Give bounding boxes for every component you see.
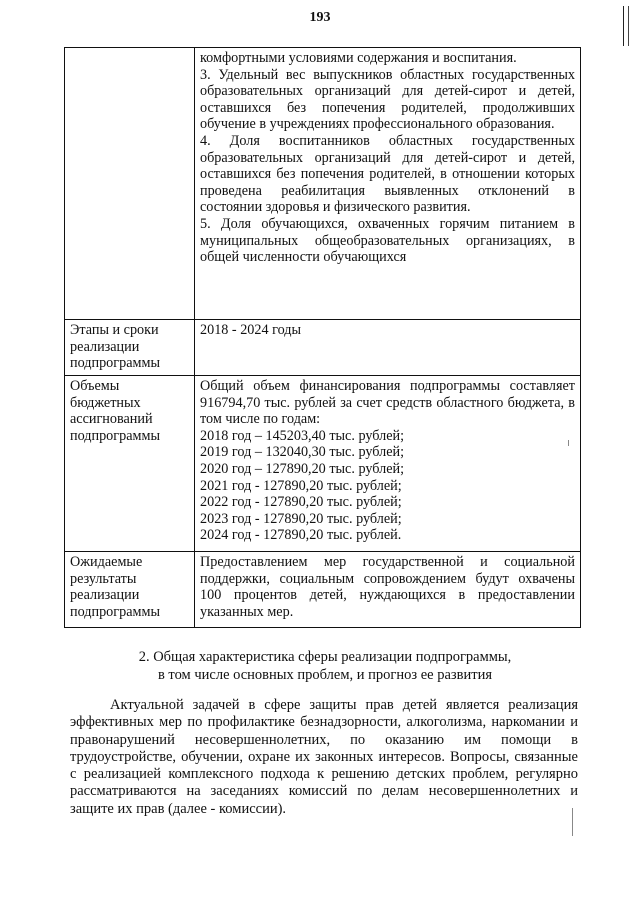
scan-mark [572, 808, 573, 836]
funding-year: 2020 год – 127890,20 тыс. рублей; [200, 460, 405, 477]
table-row [65, 48, 581, 320]
subprogram-passport-table [64, 47, 581, 628]
row-content-cell [195, 48, 581, 320]
funding-year: 2018 год – 145203,40 тыс. рублей; [200, 427, 405, 444]
funding-year: 2022 год - 127890,20 тыс. рублей; [200, 494, 402, 511]
indicator-4: 4. Доля воспитанников областных государственных образовательных организаций для детей-сирот и детей, оставшихся без попечения родителей, в отношении которых проведена реабилитация выявленных отклонений в состоянии здоровья и физического развития. [200, 132, 575, 216]
table-row [65, 376, 581, 552]
funding-total: Общий объем финансирования подпрограммы составляет 916794,70 тыс. рублей за счет средств областного бюджета, в том числе по годам: [200, 378, 575, 428]
indicator-text: комфортными условиями содержания и воспитания. [200, 50, 517, 66]
period-text: 2018 - 2024 годы [200, 322, 302, 338]
row-label-cell [65, 48, 195, 320]
expected-results-text: Предоставлением мер государственной и социальной поддержки, социальным сопровождением будут охвачены 100 процентов детей, нуждающихся в предоставлении указанных мер. [200, 554, 575, 620]
table-row [65, 552, 581, 628]
funding-year: 2024 год - 127890,20 тыс. рублей. [200, 527, 402, 544]
section-heading-line-1: 2. Общая характеристика сферы реализации подпрограммы, [138, 649, 512, 665]
row-content-cell [195, 320, 581, 376]
row-label-cell: Ожидаемые результаты реализации подпрограммы [65, 552, 195, 628]
indicator-5: 5. Доля обучающихся, охваченных горячим питанием в муниципальных общеобразовательных организациях, в общей численности обучающихся [200, 215, 575, 266]
row-content-cell [195, 376, 581, 552]
row-label-cell: Объемы бюджетных ассигнований подпрограммы [65, 376, 195, 552]
funding-year: 2023 год - 127890,20 тыс. рублей; [200, 510, 402, 527]
section-paragraph: Актуальной задачей в сфере защиты прав детей является реализация эффективных мер по профилактике безнадзорности, алкоголизма, наркомании и правонарушений несовершеннолетних, по оказанию им помощи в трудоустройстве, обучении, охране их законных интересов. Вопросы, связанные с реализацией комплексного подхода к решению детских проблем, регулярно рассматриваются на заседаниях комиссий по делам несовершеннолетних и защите их прав (далее - комиссии). [70, 697, 578, 817]
table-row [65, 320, 581, 376]
section-heading [70, 648, 580, 684]
row-content-cell [195, 552, 581, 628]
indicator-3: 3. Удельный вес выпускников областных государственных образовательных организаций для детей-сирот и детей, оставшихся без попечения родителей, продолживших обучение в учреждениях профессионального образования. [200, 66, 575, 133]
funding-year: 2019 год – 132040,30 тыс. рублей; [200, 444, 405, 461]
scan-edge-mark [623, 6, 626, 46]
scan-mark [568, 440, 569, 446]
section-heading-line-2: в том числе основных проблем, и прогноз ее развития [157, 667, 493, 683]
funding-year: 2021 год - 127890,20 тыс. рублей; [200, 477, 402, 494]
row-label-cell: Этапы и сроки реализации подпрограммы [65, 320, 195, 376]
scan-edge-mark-2 [628, 6, 630, 46]
page-number: 193 [309, 10, 331, 25]
